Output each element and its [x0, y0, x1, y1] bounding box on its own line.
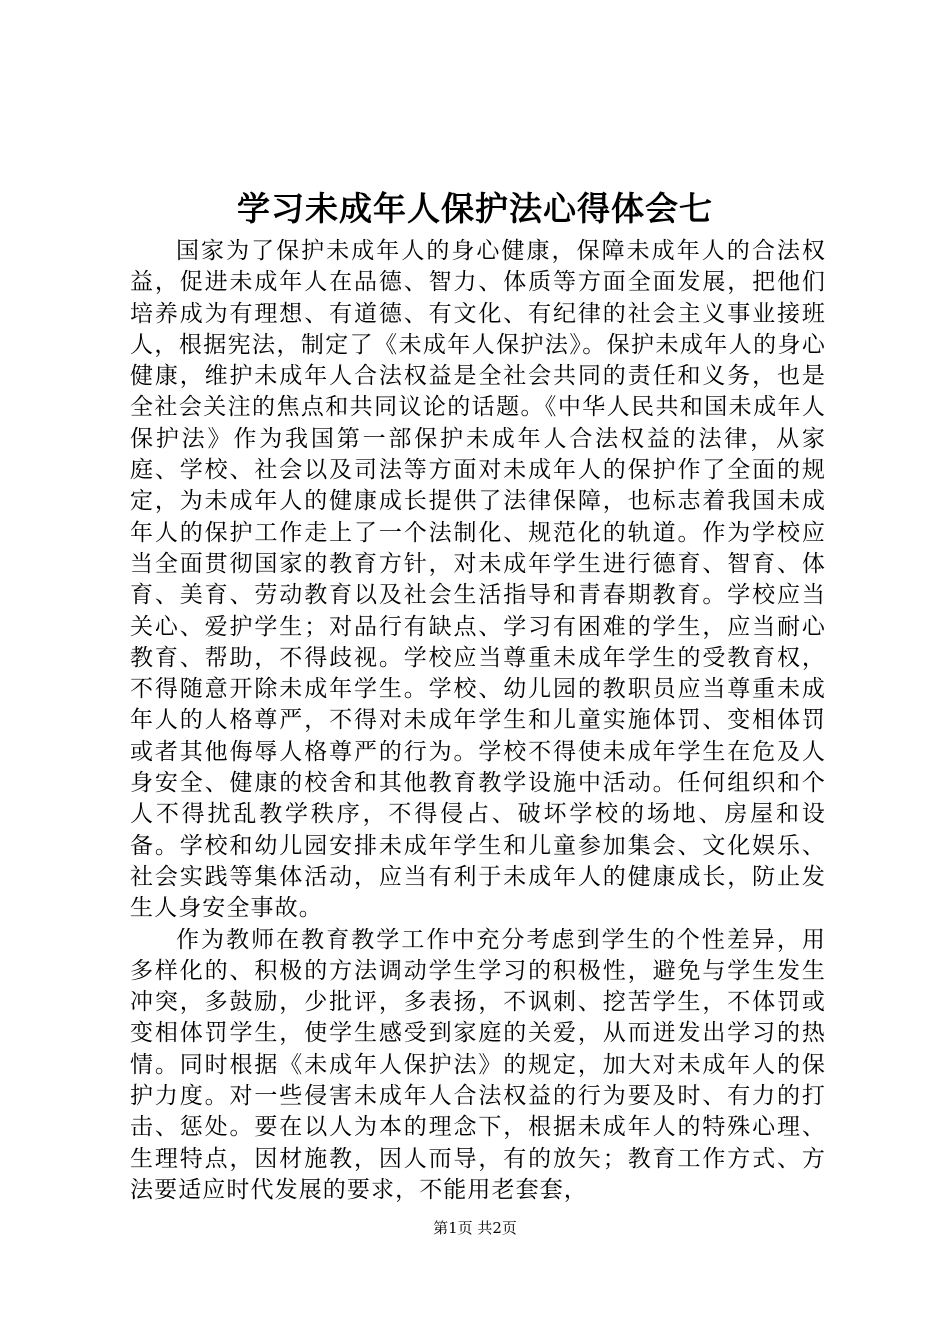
document-title: 学习未成年人保护法心得体会七 [237, 189, 713, 228]
paragraph-1: 国家为了保护未成年人的身心健康，保障未成年人的合法权益，促进未成年人在品德、智力、体质等方面全面发展，把他们培养成为有理想、有道德、有文化、有纪律的社会主义事业接班人，根据宪法，制定了《未成年人保护法》。保护未成年人的身心健康，维护未成年人合法权益是全社会共同的责任和义务，也是全社会关注的焦点和共同议论的话题。《中华人民共和国未成年人保护法》作为我国第一部保护未成年人合法权益的法律，从家庭、学校、社会以及司法等方面对未成年人的保护作了全面的规定，为未成年人的健康成长提供了法律保障，也标志着我国未成年人的保护工作走上了一个法制化、规范化的轨道。作为学校应当全面贯彻国家的教育方针，对未成年学生进行德育、智育、体育、美育、劳动教育以及社会生活指导和青春期教育。学校应当关心、爱护学生；对品行有缺点、学习有困难的学生，应当耐心教育、帮助，不得歧视。学校应当尊重未成年学生的受教育权，不得随意开除未成年学生。学校、幼儿园的教职员应当尊重未成年人的人格尊严，不得对未成年学生和儿童实施体罚、变相体罚或者其他侮辱人格尊严的行为。学校不得使未成年学生在危及人身安全、健康的校舍和其他教育教学设施中活动。任何组织和个人不得扰乱教学秩序，不得侵占、破坏学校的场地、房屋和设备。学校和幼儿园安排未成年学生和儿童参加集会、文化娱乐、社会实践等集体活动，应当有利于未成年人的健康成长，防止发生人身安全事故。 [130, 238, 826, 922]
document-body [130, 236, 826, 1206]
page-number-footer: 第1页 共2页 [433, 1219, 517, 1237]
paragraph-2: 作为教师在教育教学工作中充分考虑到学生的个性差异，用多样化的、积极的方法调动学生学习的积极性，避免与学生发生冲突，多鼓励，少批评，多表扬，不讽刺、挖苦学生，不体罚或变相体罚学生，使学生感受到家庭的关爱，从而迸发出学习的热情。同时根据《未成年人保护法》的规定，加大对未成年人的保护力度。对一些侵害未成年人合法权益的行为要及时、有力的打击、惩处。要在以人为本的理念下，根据未成年人的特殊心理、生理特点，因材施教，因人而导，有的放矢；教育工作方式、方法要适应时代发展的要求，不能用老套套， [130, 926, 826, 1203]
